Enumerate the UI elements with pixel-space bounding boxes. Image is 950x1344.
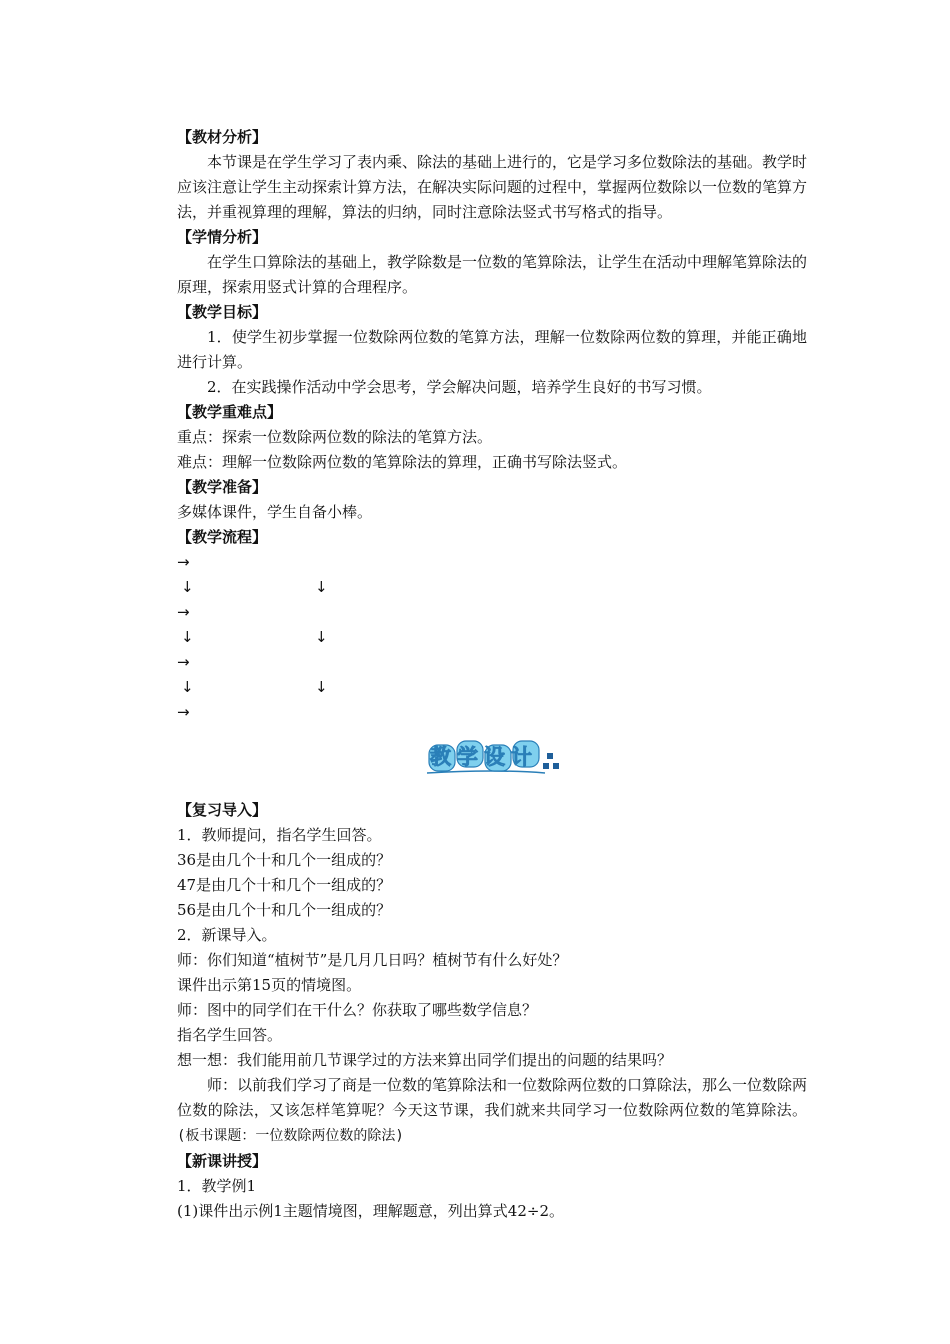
goal-item-1: 1．使学生初步掌握一位数除两位数的笔算方法，理解一位数除两位数的算理，并能正确地进行计算。 [177, 328, 807, 371]
review-line: 47是由几个十和几个一组成的？ [177, 876, 392, 894]
students-paragraph: 在学生口算除法的基础上，教学除数是一位数的笔算除法，让学生在活动中理解笔算除法的原理，探索用竖式计算的合理程序。 [177, 253, 808, 296]
arrow-down-icon: ↓ [181, 628, 194, 646]
review-line: 师：图中的同学们在干什么？你获取了哪些数学信息？ [177, 1001, 538, 1019]
key-point: 重点：探索一位数除两位数的除法的笔算方法。 [177, 428, 493, 446]
flow-row [177, 700, 807, 725]
board-title: (板书课题：一位数除两位数的除法) [177, 1128, 404, 1144]
teaching-design-banner [177, 725, 807, 800]
flow-row [177, 550, 807, 575]
review-line: 36是由几个十和几个一组成的？ [177, 851, 392, 869]
heading-keypoints: 【教学重难点】 [177, 403, 283, 421]
banner-logo [425, 737, 565, 777]
flow-row [177, 575, 807, 600]
heading-goals: 【教学目标】 [177, 303, 268, 321]
review-line: 课件出示第15页的情境图。 [177, 976, 362, 994]
heading-material: 【教材分析】 [177, 128, 268, 146]
review-line: 指名学生回答。 [177, 1026, 283, 1044]
heading-flow: 【教学流程】 [177, 528, 268, 546]
review-line: 1．教师提问，指名学生回答。 [177, 826, 382, 844]
goal-item-2: 2．在实践操作活动中学会思考，学会解决问题，培养学生良好的书写习惯。 [207, 378, 712, 396]
arrow-right-icon: → [177, 603, 190, 621]
lesson-line: 1．教学例1 [177, 1177, 257, 1195]
material-paragraph: 本节课是在学生学习了表内乘、除法的基础上进行的，它是学习多位数除法的基础。教学时应该注意让学生主动探索计算方法，在解决实际问题的过程中，掌握两位数除以一位数的笔算方法，并重视算理的理解，算法的归纳，同时注意除法竖式书写格式的指导。 [177, 153, 808, 221]
banner-title: 教学设计 [430, 745, 538, 769]
upper-content [177, 125, 807, 800]
lesson-line: (1)课件出示例1主题情境图，理解题意，列出算式42÷2。 [177, 1202, 564, 1220]
heading-students: 【学情分析】 [177, 228, 268, 246]
flow-row [177, 650, 807, 675]
heading-prep: 【教学准备】 [177, 478, 268, 496]
arrow-down-icon: ↓ [181, 578, 194, 596]
arrow-down-icon: ↓ [181, 678, 194, 696]
difficult-point: 难点：理解一位数除两位数的笔算除法的算理，正确书写除法竖式。 [177, 453, 628, 471]
flow-chart [177, 550, 807, 725]
flow-row [177, 675, 807, 700]
flow-row [177, 625, 807, 650]
arrow-down-icon: ↓ [315, 678, 328, 696]
flow-row [177, 600, 807, 625]
lower-content [177, 798, 807, 1224]
arrow-right-icon: → [177, 653, 190, 671]
arrow-down-icon: ↓ [315, 578, 328, 596]
prep-text: 多媒体课件，学生自备小棒。 [177, 503, 373, 521]
review-line: 2．新课导入。 [177, 926, 277, 944]
review-paragraph [177, 1073, 807, 1149]
review-paragraph-text: 师：以前我们学习了商是一位数的笔算除法和一位数除两位数的口算除法，那么一位数除两位数的除法，又该怎样笔算呢？今天这节课，我们就来共同学习一位数除两位数的笔算除法。 [177, 1076, 808, 1119]
arrow-right-icon: → [177, 703, 190, 721]
heading-review: 【复习导入】 [177, 801, 268, 819]
heading-new-lesson: 【新课讲授】 [177, 1152, 268, 1170]
review-line: 56是由几个十和几个一组成的？ [177, 901, 392, 919]
arrow-right-icon: → [177, 553, 190, 571]
review-line: 师：你们知道“植树节”是几月几日吗？植树节有什么好处？ [177, 951, 568, 969]
arrow-down-icon: ↓ [315, 628, 328, 646]
review-line: 想一想：我们能用前几节课学过的方法来算出同学们提出的问题的结果吗？ [177, 1051, 673, 1069]
